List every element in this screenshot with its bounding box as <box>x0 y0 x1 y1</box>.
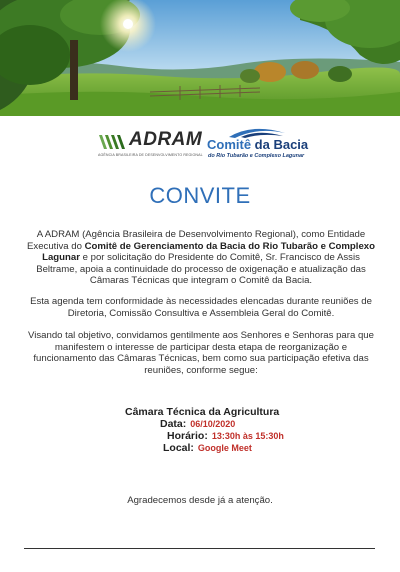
place-label: Local: <box>163 442 194 454</box>
logo-bar <box>0 125 400 165</box>
landscape-sunrise-image <box>0 0 400 116</box>
comite-logo <box>205 125 315 165</box>
meeting-time <box>167 430 284 442</box>
thanks-text: Agradecemos desde já a atenção. <box>127 495 273 506</box>
adram-logo <box>98 129 203 163</box>
intro-text-after: e por solicitação do Presidente do Comitê, Sr. Francisco de Assis Beltrame, apoia a continuidade do processo de oxigenação e atualização das Câmaras Técnicas que integram o Comitê da Bacia. <box>36 252 366 287</box>
intro-bold-committee: Comitê de Gerenciamento da Bacia do Rio Tubarão e Complexo Lagunar <box>42 240 375 264</box>
agenda-paragraph: Esta agenda tem conformidade às necessidades elencadas durante reuniões de Diretoria, Comissão Consultiva e Assembleia Geral do Comitê. <box>30 296 372 319</box>
comite-title <box>207 137 308 152</box>
time-value: 13:30h às 15:30h <box>211 431 284 441</box>
adram-name: ADRAM <box>129 129 203 150</box>
date-label: Data: <box>160 418 187 430</box>
comite-title-part2: da Bacia <box>251 137 309 152</box>
comite-title-part1: Comitê <box>207 137 252 152</box>
adram-subtitle: AGÊNCIA BRASILEIRA DE DESENVOLVIMENTO REGIONAL <box>98 153 203 157</box>
meeting-place <box>163 442 252 454</box>
time-label: Horário: <box>167 430 208 442</box>
invitation-paragraph: Visando tal objetivo, convidamos gentilmente aos Senhores e Senhoras para que manifestem o interesse de participar desta etapa de reorganização e funcionamento das Câmaras Técnicas, bem como sua participação efetiva das reuniões, conforme segue: <box>28 330 374 376</box>
comite-subtitle: do Rio Tubarão e Complexo Lagunar <box>208 153 305 159</box>
adram-mark-icon <box>98 131 128 151</box>
intro-paragraph <box>26 229 376 287</box>
header-landscape-image <box>0 0 400 116</box>
intro-text-before: A ADRAM (Agência Brasileira de Desenvolvimento Regional), como Entidade Executiva do <box>27 229 366 252</box>
meeting-heading: Câmara Técnica da Agricultura <box>125 406 280 418</box>
signature-line <box>24 548 375 549</box>
date-value: 06/10/2020 <box>190 419 236 429</box>
meeting-date <box>160 418 235 430</box>
place-value: Google Meet <box>197 443 252 453</box>
page-title: CONVITE <box>149 183 251 208</box>
